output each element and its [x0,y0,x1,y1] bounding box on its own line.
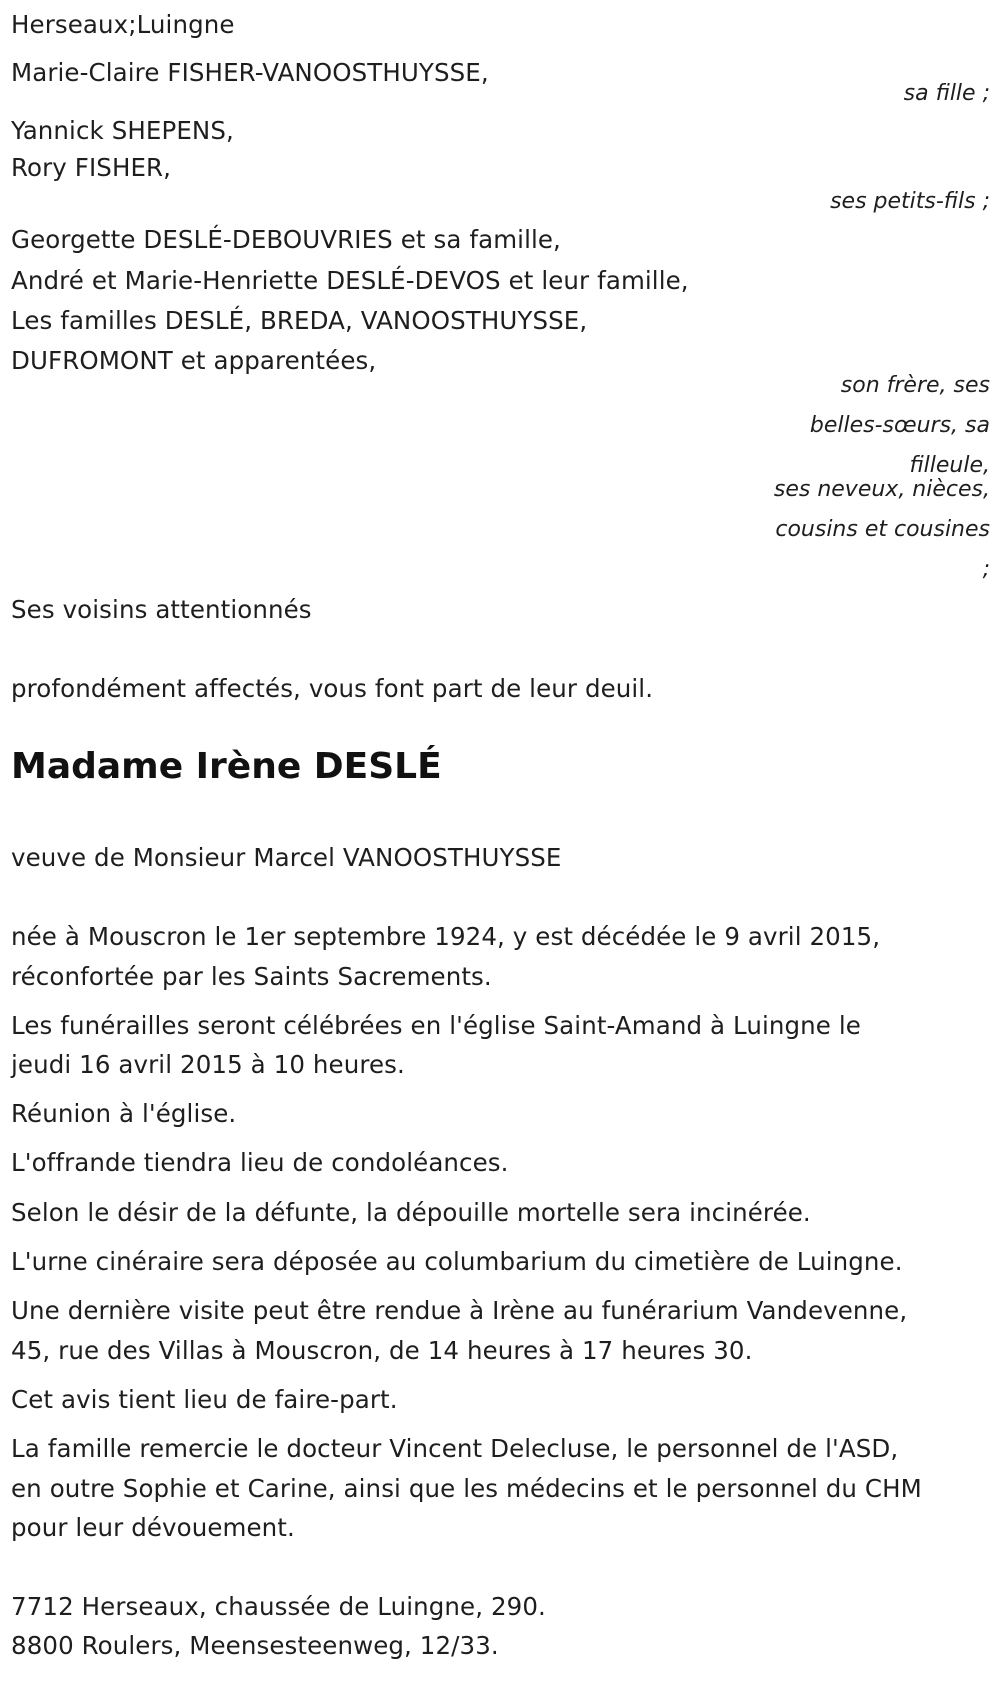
paragraph-line: Les funérailles seront célébrées en l'église Saint-Amand à Luingne le [11,1011,861,1040]
relative-line: Les familles DESLÉ, BREDA, VANOOSTHUYSSE, [11,306,588,335]
grandchildren-role: ses petits-fils ; [830,189,990,214]
relatives-role-line: ; [982,557,990,582]
paragraph-line: 45, rue des Villas à Mouscron, de 14 heures à 17 heures 30. [11,1336,753,1365]
relative-line: Georgette DESLÉ-DEBOUVRIES et sa famille, [11,225,561,254]
spouse-line: veuve de Monsieur Marcel VANOOSTHUYSSE [11,843,562,872]
paragraph-line: jeudi 16 avril 2015 à 10 heures. [11,1050,405,1079]
paragraph-line: pour leur dévouement. [11,1513,295,1542]
neighbours-line: Ses voisins attentionnés [11,595,312,624]
grandchild-name: Yannick SHEPENS, [11,116,234,145]
paragraph-line: réconfortée par les Saints Sacrements. [11,962,492,991]
paragraph-line: Selon le désir de la défunte, la dépouille mortelle sera incinérée. [11,1198,811,1227]
paragraph-line: Une dernière visite peut être rendue à Irène au funérarium Vandevenne, [11,1296,908,1325]
announcement-line: profondément affectés, vous font part de leur deuil. [11,674,654,703]
address-line: 8800 Roulers, Meensesteenweg, 12/33. [11,1631,499,1660]
relatives-role-line: son frère, ses [840,373,990,398]
daughter-name: Marie-Claire FISHER-VANOOSTHUYSSE, [11,58,489,87]
address-line: 7712 Herseaux, chaussée de Luingne, 290. [11,1592,546,1621]
paragraph-line: née à Mouscron le 1er septembre 1924, y est décédée le 9 avril 2015, [11,922,881,951]
relatives-role-line: ses neveux, nièces, [773,477,990,502]
place-header: Herseaux;Luingne [11,10,235,39]
relative-line: DUFROMONT et apparentées, [11,346,377,375]
paragraph-line: L'offrande tiendra lieu de condoléances. [11,1148,509,1177]
paragraph-line: La famille remercie le docteur Vincent Delecluse, le personnel de l'ASD, [11,1434,899,1463]
deceased-name: Madame Irène DESLÉ [11,746,442,787]
paragraph-line: L'urne cinéraire sera déposée au columbarium du cimetière de Luingne. [11,1247,903,1276]
relatives-role-line: cousins et cousines [775,517,990,542]
paragraph-line: en outre Sophie et Carine, ainsi que les médecins et le personnel du CHM [11,1474,922,1503]
relatives-role-line: belles-sœurs, sa [809,413,990,438]
paragraph-line: Cet avis tient lieu de faire-part. [11,1385,398,1414]
daughter-role: sa fille ; [903,81,990,106]
grandchild-name: Rory FISHER, [11,153,172,182]
paragraph-line: Réunion à l'église. [11,1099,237,1128]
relative-line: André et Marie-Henriette DESLÉ-DEVOS et leur famille, [11,266,689,295]
relatives-role-line: filleule, [909,453,990,478]
